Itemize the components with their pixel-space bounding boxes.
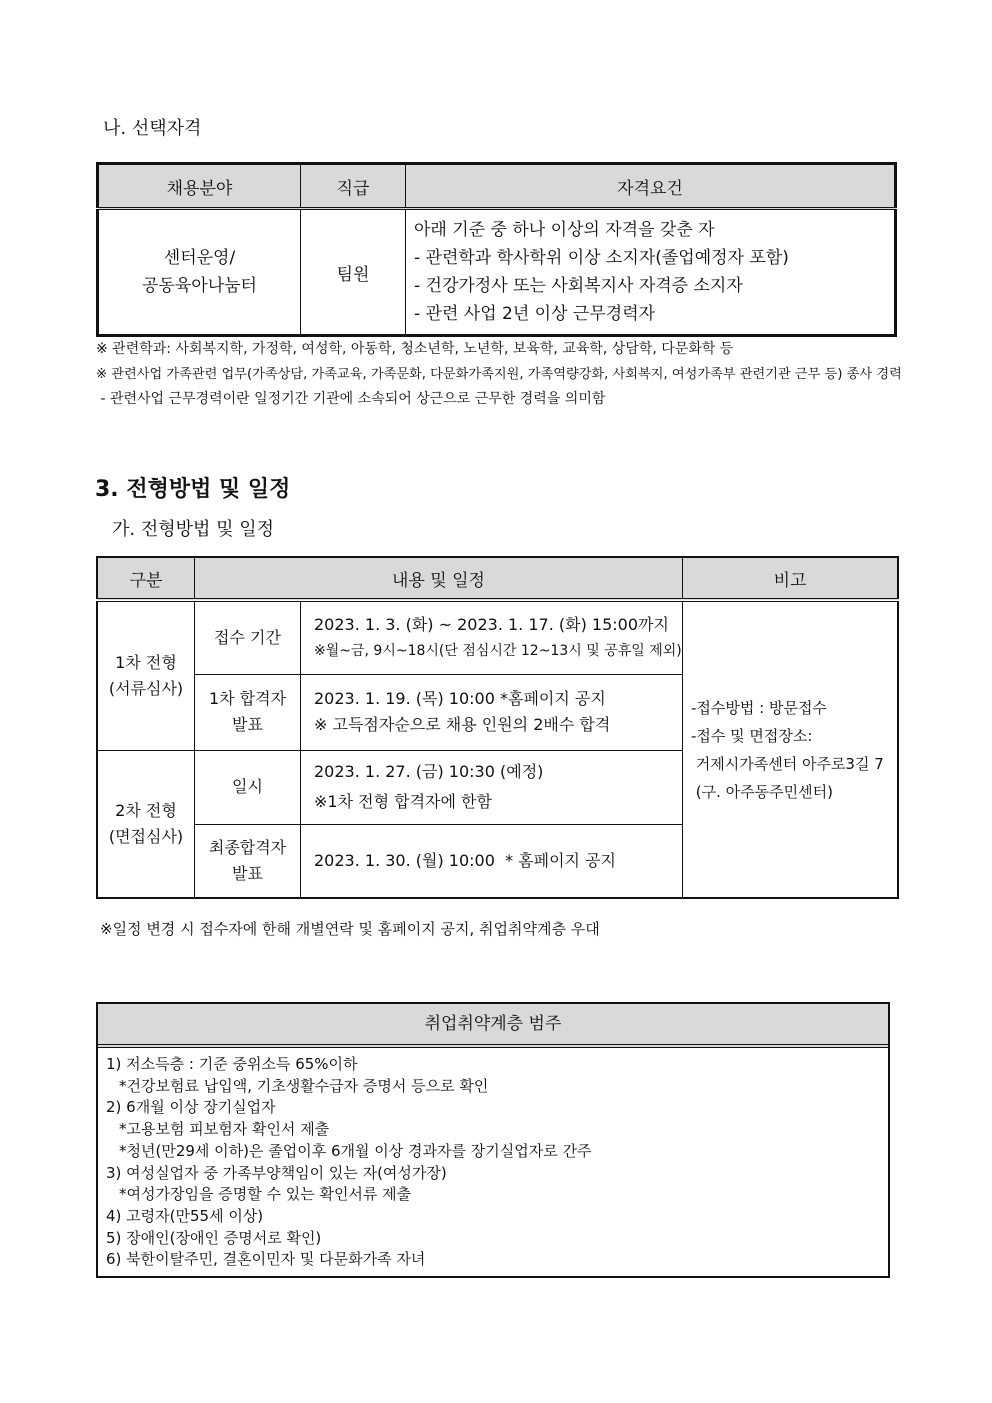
stage1-content [301, 600, 683, 674]
requirement-line: - 관련 사업 2년 이상 근무경력자 [414, 304, 656, 324]
box-line: 3) 여성실업자 중 가족부양책임이 있는 자(여성가장) [106, 1163, 447, 1182]
content-line: ※ 고득점자순으로 채용 인원의 2배수 합격 [314, 715, 611, 734]
remark-line: -접수방법 : 방문접수 [691, 698, 827, 717]
box-line: 6) 북한이탈주민, 결혼이민자 및 다문화가족 자녀 [106, 1250, 426, 1269]
qualification-notes [96, 337, 902, 412]
content-line: ※월~금, 9시~18시(단 점심시간 12~13시 및 공휴일 제외) [314, 642, 682, 659]
remark-line: -접수 및 면접장소: [691, 726, 813, 745]
item-line: 1차 합격자 [208, 689, 287, 708]
stage1-content [301, 674, 683, 750]
schedule-table [96, 556, 899, 899]
remarks-cell [683, 600, 899, 898]
header-category: 구분 [97, 557, 195, 600]
rank-cell: 팀원 [301, 209, 406, 336]
box-title: 취업취약계층 범주 [98, 1004, 888, 1048]
stage1-item: 접수 기간 [195, 600, 301, 674]
note-line: - 관련사업 근무경력이란 일정기간 기관에 소속되어 상근으로 근무한 경력을 의미함 [96, 391, 606, 407]
stage2-label [97, 750, 195, 898]
requirement-line: - 건강가정사 또는 사회복지사 자격증 소지자 [414, 276, 743, 296]
stage1-item [195, 674, 301, 750]
item-line: 발표 [232, 863, 263, 883]
section3-title: 3. 전형방법 및 일정 [95, 477, 291, 502]
remark-line: (구. 아주동주민센터) [691, 782, 833, 801]
stage2-item [195, 824, 301, 898]
box-line: 4) 고령자(만55세 이상) [106, 1206, 264, 1225]
requirement-line: 아래 기준 중 하나 이상의 자격을 갖춘 자 [414, 220, 715, 240]
box-line: *청년(만29세 이하)은 졸업이후 6개월 이상 경과자를 장기실업자로 간주 [119, 1141, 592, 1160]
content-line: 2023. 1. 30. (월) 10:00 * 홈페이지 공지 [314, 850, 616, 870]
content-line: ※1차 전형 합격자에 한함 [314, 792, 492, 811]
field-line: 센터운영/ [163, 248, 236, 268]
header-requirements: 자격요건 [406, 164, 896, 209]
field-line: 공동육아나눔터 [142, 276, 257, 296]
header-content: 내용 및 일정 [195, 557, 683, 600]
section-na-title: 나. 선택자격 [103, 118, 202, 139]
box-line: *고용보험 피보험자 확인서 제출 [119, 1120, 330, 1139]
header-rank: 직급 [301, 164, 406, 209]
stage-label-line: 2차 전형 [115, 800, 177, 820]
stage2-content [301, 824, 683, 898]
stage2-item: 일시 [195, 750, 301, 824]
stage-label-line: (서류심사) [108, 678, 184, 698]
header-remarks: 비고 [683, 557, 899, 600]
vulnerable-group-box [96, 1002, 890, 1278]
box-line: *건강보험료 납입액, 기초생활수급자 증명서 등으로 확인 [119, 1076, 489, 1095]
item-line: 발표 [232, 715, 263, 734]
stage1-label [97, 600, 195, 750]
note-line: ※ 관련학과: 사회복지학, 가정학, 여성학, 아동학, 청소년학, 노년학, 보육학, 교육학, 상담학, 다문화학 등 [96, 341, 734, 357]
content-line: 2023. 1. 3. (화) ~ 2023. 1. 17. (화) 15:00까지 [314, 614, 669, 634]
stage-label-line: (면접심사) [108, 826, 184, 846]
box-line: 1) 저소득층 : 기준 중위소득 65%이하 [106, 1055, 358, 1073]
box-line: 2) 6개월 이상 장기실업자 [106, 1098, 276, 1117]
content-line: 2023. 1. 27. (금) 10:30 (예정) [314, 762, 544, 781]
stage2-content [301, 750, 683, 824]
header-field: 채용분야 [98, 164, 301, 209]
section3-subtitle: 가. 전형방법 및 일정 [112, 519, 274, 540]
qualification-table [96, 162, 897, 337]
requirement-line: - 관련학과 학사학위 이상 소지자(졸업예정자 포함) [414, 248, 789, 268]
schedule-note: ※일정 변경 시 접수자에 한해 개별연락 및 홈페이지 공지, 취업취약계층 우대 [100, 920, 600, 938]
remark-line: 거제시가족센터 아주로3길 7 [691, 754, 884, 773]
field-cell [98, 209, 301, 336]
note-line: ※ 관련사업 가족관련 업무(가족상담, 가족교육, 가족문화, 다문화가족지원, 가족역량강화, 사회복지, 여성가족부 관련기관 근무 등) 종사 경력 [96, 367, 902, 382]
content-line: 2023. 1. 19. (목) 10:00 *홈페이지 공지 [314, 689, 606, 708]
item-line: 최종합격자 [208, 837, 287, 857]
requirements-cell [406, 209, 896, 336]
box-line: 5) 장애인(장애인 증명서로 확인) [106, 1228, 322, 1247]
stage-label-line: 1차 전형 [115, 652, 177, 672]
box-body [98, 1048, 888, 1277]
box-line: *여성가장임을 증명할 수 있는 확인서류 제출 [119, 1185, 412, 1204]
